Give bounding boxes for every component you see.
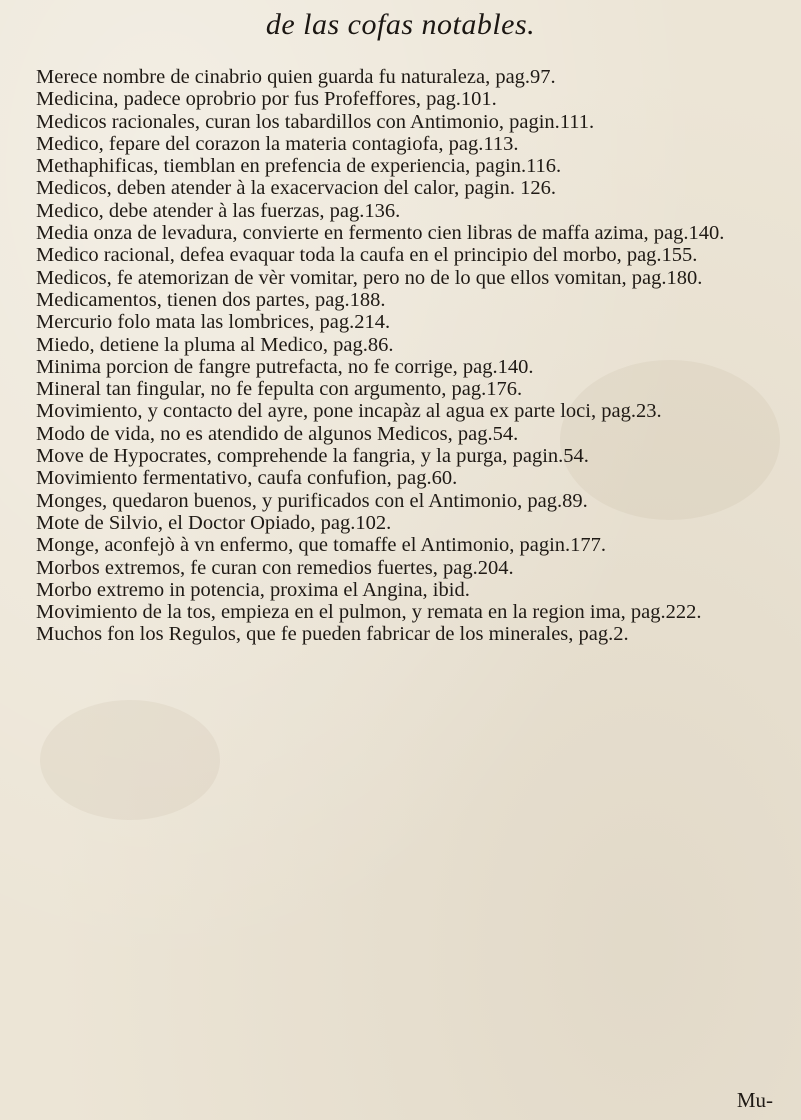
index-entry: Monges, quedaron buenos, y purificados con el Antimonio, pag.89. [36, 489, 588, 512]
index-entry: Miedo, detiene la pluma al Medico, pag.86. [36, 333, 394, 356]
index-entry: Modo de vida, no es atendido de algunos Medicos, pag.54. [36, 422, 519, 445]
index-entry: Mote de Silvio, el Doctor Opiado, pag.102. [36, 511, 392, 534]
index-entry: Minima porcion de fangre putrefacta, no fe corrige, pag.140. [36, 355, 534, 378]
index-entry: Medicina, padece oprobrio por fus Profeffores, pag.101. [36, 88, 497, 111]
running-header: de las cofas notables. [265, 8, 536, 41]
index-entry: Medicos racionales, curan los tabardillos con Antimonio, pagin.111. [36, 110, 595, 133]
index-entry: Medico racional, defea evaquar toda la caufa en el principio del morbo, pag.155. [36, 244, 698, 267]
index-entry: Movimiento de la tos, empieza en el pulmon, y remata en la region ima, pag.222. [36, 601, 702, 624]
index-entry: Morbo extremo in potencia, proxima el Angina, ibid. [36, 578, 470, 601]
index-entry: Methaphificas, tiemblan en prefencia de experiencia, pagin.116. [36, 155, 562, 178]
index-entry: Movimiento, y contacto del ayre, pone incapàz al agua ex parte loci, pag.23. [36, 400, 662, 423]
paper-stain [40, 700, 220, 820]
catchword: Mu- [736, 1088, 773, 1112]
index-entry: Media onza de levadura, convierte en fermento cien libras de maffa azima, pag.140. [36, 222, 725, 245]
index-entry: Move de Hypocrates, comprehende la fangria, y la purga, pagin.54. [36, 445, 589, 468]
index-entry: Muchos fon los Regulos, que fe pueden fabricar de los minerales, pag.2. [36, 623, 629, 646]
index-entry: Mineral tan fingular, no fe fepulta con argumento, pag.176. [36, 378, 523, 401]
index-entry: Mercurio folo mata las lombrices, pag.214. [36, 311, 391, 334]
index-entry: Medico, fepare del corazon la materia contagiofa, pag.113. [36, 132, 519, 155]
index-entry: Medicamentos, tienen dos partes, pag.188. [36, 288, 386, 311]
index-entry: Movimiento fermentativo, caufa confufion, pag.60. [36, 467, 458, 490]
index-entry: Monge, aconfejò à vn enfermo, que tomaffe el Antimonio, pagin.177. [36, 534, 607, 557]
index-entry: Merece nombre de cinabrio quien guarda fu naturaleza, pag.97. [36, 66, 556, 88]
index-entries [36, 66, 781, 646]
index-entry: Medico, debe atender à las fuerzas, pag.136. [36, 199, 401, 222]
index-entry: Morbos extremos, fe curan con remedios fuertes, pag.204. [36, 556, 514, 579]
index-entry: Medicos, fe atemorizan de vèr vomitar, pero no de lo que ellos vomitan, pag.180. [36, 266, 703, 289]
index-entry: Medicos, deben atender à la exacervacion del calor, pagin. 126. [36, 177, 556, 200]
